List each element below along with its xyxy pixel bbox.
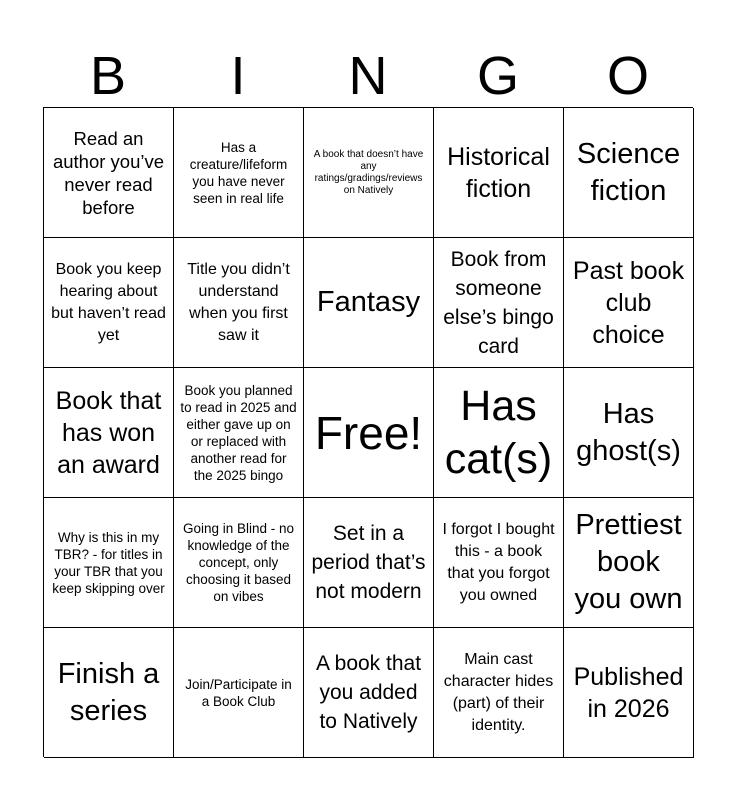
cell-text: Published in 2026 <box>573 662 684 723</box>
bingo-cell[interactable] <box>434 498 564 628</box>
bingo-cell[interactable] <box>564 368 694 498</box>
cell-text: Prettiest book you own <box>574 509 683 615</box>
cell-text: Past book club choice <box>572 256 685 349</box>
cell-text: A book that you added to Natively <box>315 652 422 733</box>
bingo-cell[interactable] <box>174 628 304 758</box>
cell-text: Has ghost(s) <box>576 397 681 467</box>
bingo-cell[interactable] <box>434 108 564 238</box>
header-letter-g: G <box>476 46 519 106</box>
bingo-cell[interactable] <box>434 628 564 758</box>
cell-text: Set in a period that’s not modern <box>311 522 426 603</box>
cell-text: Why is this in my TBR? - for titles in your TBR that you keep skipping over <box>52 529 165 596</box>
bingo-cell[interactable] <box>44 238 174 368</box>
cell-text: Book that has won an award <box>55 386 162 479</box>
bingo-board <box>43 107 693 757</box>
bingo-cell[interactable] <box>304 628 434 758</box>
bingo-cell[interactable] <box>44 368 174 498</box>
cell-text: Science fiction <box>576 137 681 207</box>
cell-text: Book from someone else’s bingo card <box>443 247 554 358</box>
cell-text: Book you keep hearing about but haven’t read yet <box>51 260 166 344</box>
bingo-cell[interactable] <box>304 368 434 498</box>
cell-text: Fantasy <box>316 286 421 318</box>
cell-text: Read an author you’ve never read before <box>52 127 165 218</box>
bingo-cell[interactable] <box>304 108 434 238</box>
bingo-cell[interactable] <box>564 238 694 368</box>
bingo-cell[interactable] <box>564 108 694 238</box>
cell-text: Historical fiction <box>447 142 550 203</box>
cell-text: I forgot I bought this - a book that you forgot you owned <box>442 520 555 604</box>
cell-text: Join/Participate in a Book Club <box>185 676 292 709</box>
bingo-header <box>43 46 693 106</box>
bingo-cell[interactable] <box>174 238 304 368</box>
bingo-cell[interactable] <box>304 238 434 368</box>
cell-text: Title you didn’t understand when you first saw it <box>187 260 290 344</box>
bingo-cell[interactable] <box>44 498 174 628</box>
bingo-cell[interactable] <box>434 238 564 368</box>
cell-text: Finish a series <box>57 657 160 727</box>
bingo-cell[interactable] <box>174 368 304 498</box>
bingo-cell[interactable] <box>434 368 564 498</box>
bingo-cell[interactable] <box>44 628 174 758</box>
cell-text: Book you planned to read in 2025 and either gave up on or replaced with another read for the 2025 bingo <box>180 382 297 483</box>
cell-text: Main cast character hides (part) of their identity. <box>443 650 554 734</box>
bingo-cell[interactable] <box>304 498 434 628</box>
header-letter-i: I <box>230 46 246 106</box>
bingo-cell[interactable] <box>44 108 174 238</box>
bingo-cell[interactable] <box>174 498 304 628</box>
cell-text: Has a creature/lifeform you have never seen in real life <box>189 139 288 206</box>
bingo-cell[interactable] <box>564 498 694 628</box>
bingo-cell[interactable] <box>174 108 304 238</box>
cell-text: A book that doesn’t have any ratings/gradings/reviews on Natively <box>313 148 424 196</box>
cell-text: Has cat(s) <box>444 381 553 483</box>
bingo-cell[interactable] <box>564 628 694 758</box>
cell-text: Going in Blind - no knowledge of the concept, only choosing it based on vibes <box>182 521 295 604</box>
header-letter-o: O <box>606 46 649 106</box>
header-letter-b: B <box>89 46 127 106</box>
header-letter-n: N <box>348 46 388 106</box>
free-space: Free! <box>314 406 423 459</box>
